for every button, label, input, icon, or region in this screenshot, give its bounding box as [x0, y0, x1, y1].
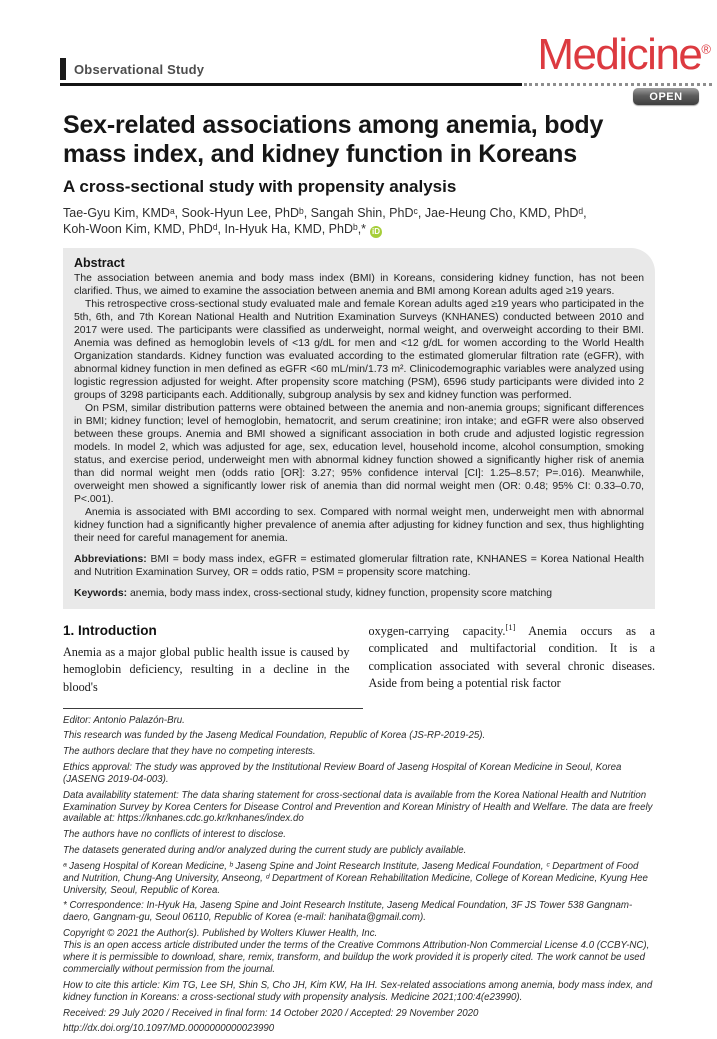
introduction-section: [63, 623, 655, 695]
footnote-data-availability: Data availability statement: The data sharing statement for cross-sectional data is available from the Korea National Health and Nutrition Examination Survey by Korea Centers for Disease Control and Prevention and Korean Ministry of Health and Welfare. The data are freely available at: https://knhanes.cdc.go.kr/knhanes/index.do: [63, 789, 653, 825]
abstract-paragraph: This retrospective cross-sectional study evaluated male and female Korean adults aged ≥19 years who participated in the 5th, 6th, and 7th Korean National Health and Nutrition Examination Surveys (KNHANES) conducted between 2010 and 2017 were used. The participants were classified as underweight, normal weight, and overweight according to their BMI. Anemia was defined as hemoglobin levels of <13 g/dL for men and <12 g/dL for women according to the World Health Organization standards. Kidney function was evaluated according to the estimated glomerular filtration rate (eGFR), with abnormal kidney function in men defined as eGFR <60 mL/min/1.73 m². Clinicodemographic variables were analyzed using logistic regression adjusted for weight. After propensity score matching (PSM), 6596 study participants were divided into 2 groups of 3298 participants each. Additionally, subgroup analysis by sex and kidney function was performed.: [74, 299, 644, 402]
footnote-competing-interests: The authors declare that they have no competing interests.: [63, 746, 316, 758]
abstract-paragraph: The association between anemia and body mass index (BMI) in Koreans, considering kidney function, has not been clarified. Thus, we aimed to examine the association between anemia and BMI among Korean adults aged ≥19 years.: [74, 273, 644, 298]
footnote-correspondence: * Correspondence: In-Hyuk Ha, Jaseng Spine and Joint Research Institute, Jaseng Medical Foundation, 3F JS Tower 538 Gangnam-daero, Gangnam-gu, Seoul 06110, Republic of Korea (e-mail: hanihata@gmail.com).: [63, 900, 633, 924]
article-content: [63, 111, 655, 1039]
footnote-funding: This research was funded by the Jaseng Medical Foundation, Republic of Korea (JS-RP-2019-25).: [63, 730, 486, 742]
logo-dotted-rule: [524, 83, 712, 86]
footnote-block: [63, 708, 655, 1036]
keywords: [74, 587, 644, 600]
journal-logo: [537, 30, 711, 79]
author-line2: Koh-Woon Kim, KMD, PhDᵈ, In-Hyuk Ha, KMD, PhDᵇ,* iD: [63, 222, 381, 237]
keywords-text: anemia, body mass index, cross-sectional study, kidney function, propensity score matching: [130, 588, 553, 600]
article-title-line2: mass index, and kidney function in Koreans: [63, 139, 577, 168]
footnote-conflicts: The authors have no conflicts of interest to disclose.: [63, 829, 286, 841]
footnote-license: This is an open access article distributed under the terms of the Creative Commons Attribution-Non Commercial License 4.0 (CCBY-NC), where it is permissible to download, share, remix, transform, and buildup the work provided it is properly cited. The work cannot be used commercially without permission from the journal.: [63, 940, 650, 976]
article-title-line1: Sex-related associations among anemia, body: [63, 111, 604, 139]
orcid-icon[interactable]: iD: [372, 227, 381, 237]
footnote-copyright: Copyright © 2021 the Author(s). Published by Wolters Kluwer Health, Inc.: [63, 928, 378, 940]
author-line1: Tae-Gyu Kim, KMDᵃ, Sook-Hyun Lee, PhDᵇ, Sangah Shin, PhDᶜ, Jae-Heung Cho, KMD, PhDᵈ,: [63, 205, 587, 220]
intro-left-column: [63, 623, 350, 695]
footnote-editor: Editor: Antonio Palazón-Bru.: [63, 714, 185, 726]
footnote-ethics: Ethics approval: The study was approved by the Institutional Review Board of Jaseng Hospital of Korean Medicine in Seoul, Korea (JASENG 2019-04-003).: [63, 762, 622, 785]
intro-right-text: oxygen-carrying capacity.[1] Anemia occurs as a complicated and multifactorial condition. It is a complication associated with several chronic diseases. Aside from being a potential risk factor: [368, 622, 655, 690]
abstract-paragraph: On PSM, similar distribution patterns were obtained between the anemia and non-anemia groups; significant differences in BMI; kidney function; level of hemoglobin, hematocrit, and serum creatinine; iron intake; and eGFR were also observed between these groups. Anemia and BMI showed a significant association in both crude and adjusted logistic regression models. In model 2, which was adjusted for age, sex, education level, household income, alcohol consumption, smoking status, and exercise period, underweight men with abnormal kidney function showed a significantly higher risk of anemia than did normal weight men (odds ratio [OR]: 3.27; 95% confidence interval [CI]: 1.25–8.57; P=.016). Meanwhile, overweight men showed a significantly lower risk of anemia than did normal weight men (OR: 0.48; 95% CI: 0.33–0.70, P<.001).: [74, 403, 644, 506]
abbreviations-text: BMI = body mass index, eGFR = estimated glomerular filtration rate, KNHANES = Korea National Health and Nutrition Examination Survey, OR = odds ratio, PSM = propensity score matching.: [74, 554, 645, 579]
keywords-label: Keywords:: [74, 588, 131, 600]
footnote-datasets: The datasets generated during and/or analyzed during the current study are publicly available.: [63, 845, 467, 857]
abbreviations-label: Abbreviations:: [74, 554, 151, 566]
section-label: Observational Study: [74, 61, 205, 77]
footnote-affiliations: ᵃ Jaseng Hospital of Korean Medicine, ᵇ Jaseng Spine and Joint Research Institute, Jaseng Medical Foundation, ᶜ Department of Food and Nutrition, Chung-Ang University, Anseong, ᵈ Department of Korean Rehabilitation Medicine, College of Korean Medicine, Kyung Hee University, Seoul, Republic of Korea.: [63, 860, 648, 896]
article-subtitle: A cross-sectional study with propensity analysis: [63, 176, 457, 196]
abstract-heading: Abstract: [74, 256, 125, 271]
registered-trademark-icon: ®: [701, 41, 711, 57]
footnote-citation: How to cite this article: Kim TG, Lee SH, Shin S, Cho JH, Kim KW, Ha IH. Sex-related associations among anemia, body mass index, and kidney function in Koreans: a cross-sectional study with propensity analysis. Medicine 2021;100:4(e23990).: [63, 979, 653, 1003]
citation-ref-1[interactable]: [1]: [505, 622, 516, 633]
introduction-heading: 1. Introduction: [63, 623, 157, 639]
abstract-box: [63, 248, 655, 609]
header-rule: [60, 83, 522, 86]
open-access-badge: OPEN: [633, 88, 699, 105]
footnote-doi-link: http://dx.doi.org/10.1097/MD.0000000000023990: [63, 1023, 275, 1035]
intro-left-text: Anemia as a major global public health issue is caused by hemoglobin deficiency, resulting in a decline in the blood's: [63, 645, 350, 694]
intro-right-column: [369, 623, 656, 695]
section-header: [60, 58, 204, 80]
journal-name: Medicine: [537, 30, 702, 79]
author-list: [63, 205, 655, 239]
footnote-received-dates: Received: 29 July 2020 / Received in final form: 14 October 2020 / Accepted: 29 November 2020: [63, 1007, 479, 1019]
article-title: [63, 111, 655, 169]
footnote-divider: [63, 708, 363, 709]
abstract-paragraph: Anemia is associated with BMI according to sex. Compared with normal weight men, underweight men with abnormal kidney function had a significantly higher prevalence of anemia after adjusting for kidney function and sex, thus highlighting their need for careful management for anemia.: [74, 507, 644, 545]
section-marker-bar: [60, 58, 66, 80]
abbreviations: [74, 553, 644, 579]
